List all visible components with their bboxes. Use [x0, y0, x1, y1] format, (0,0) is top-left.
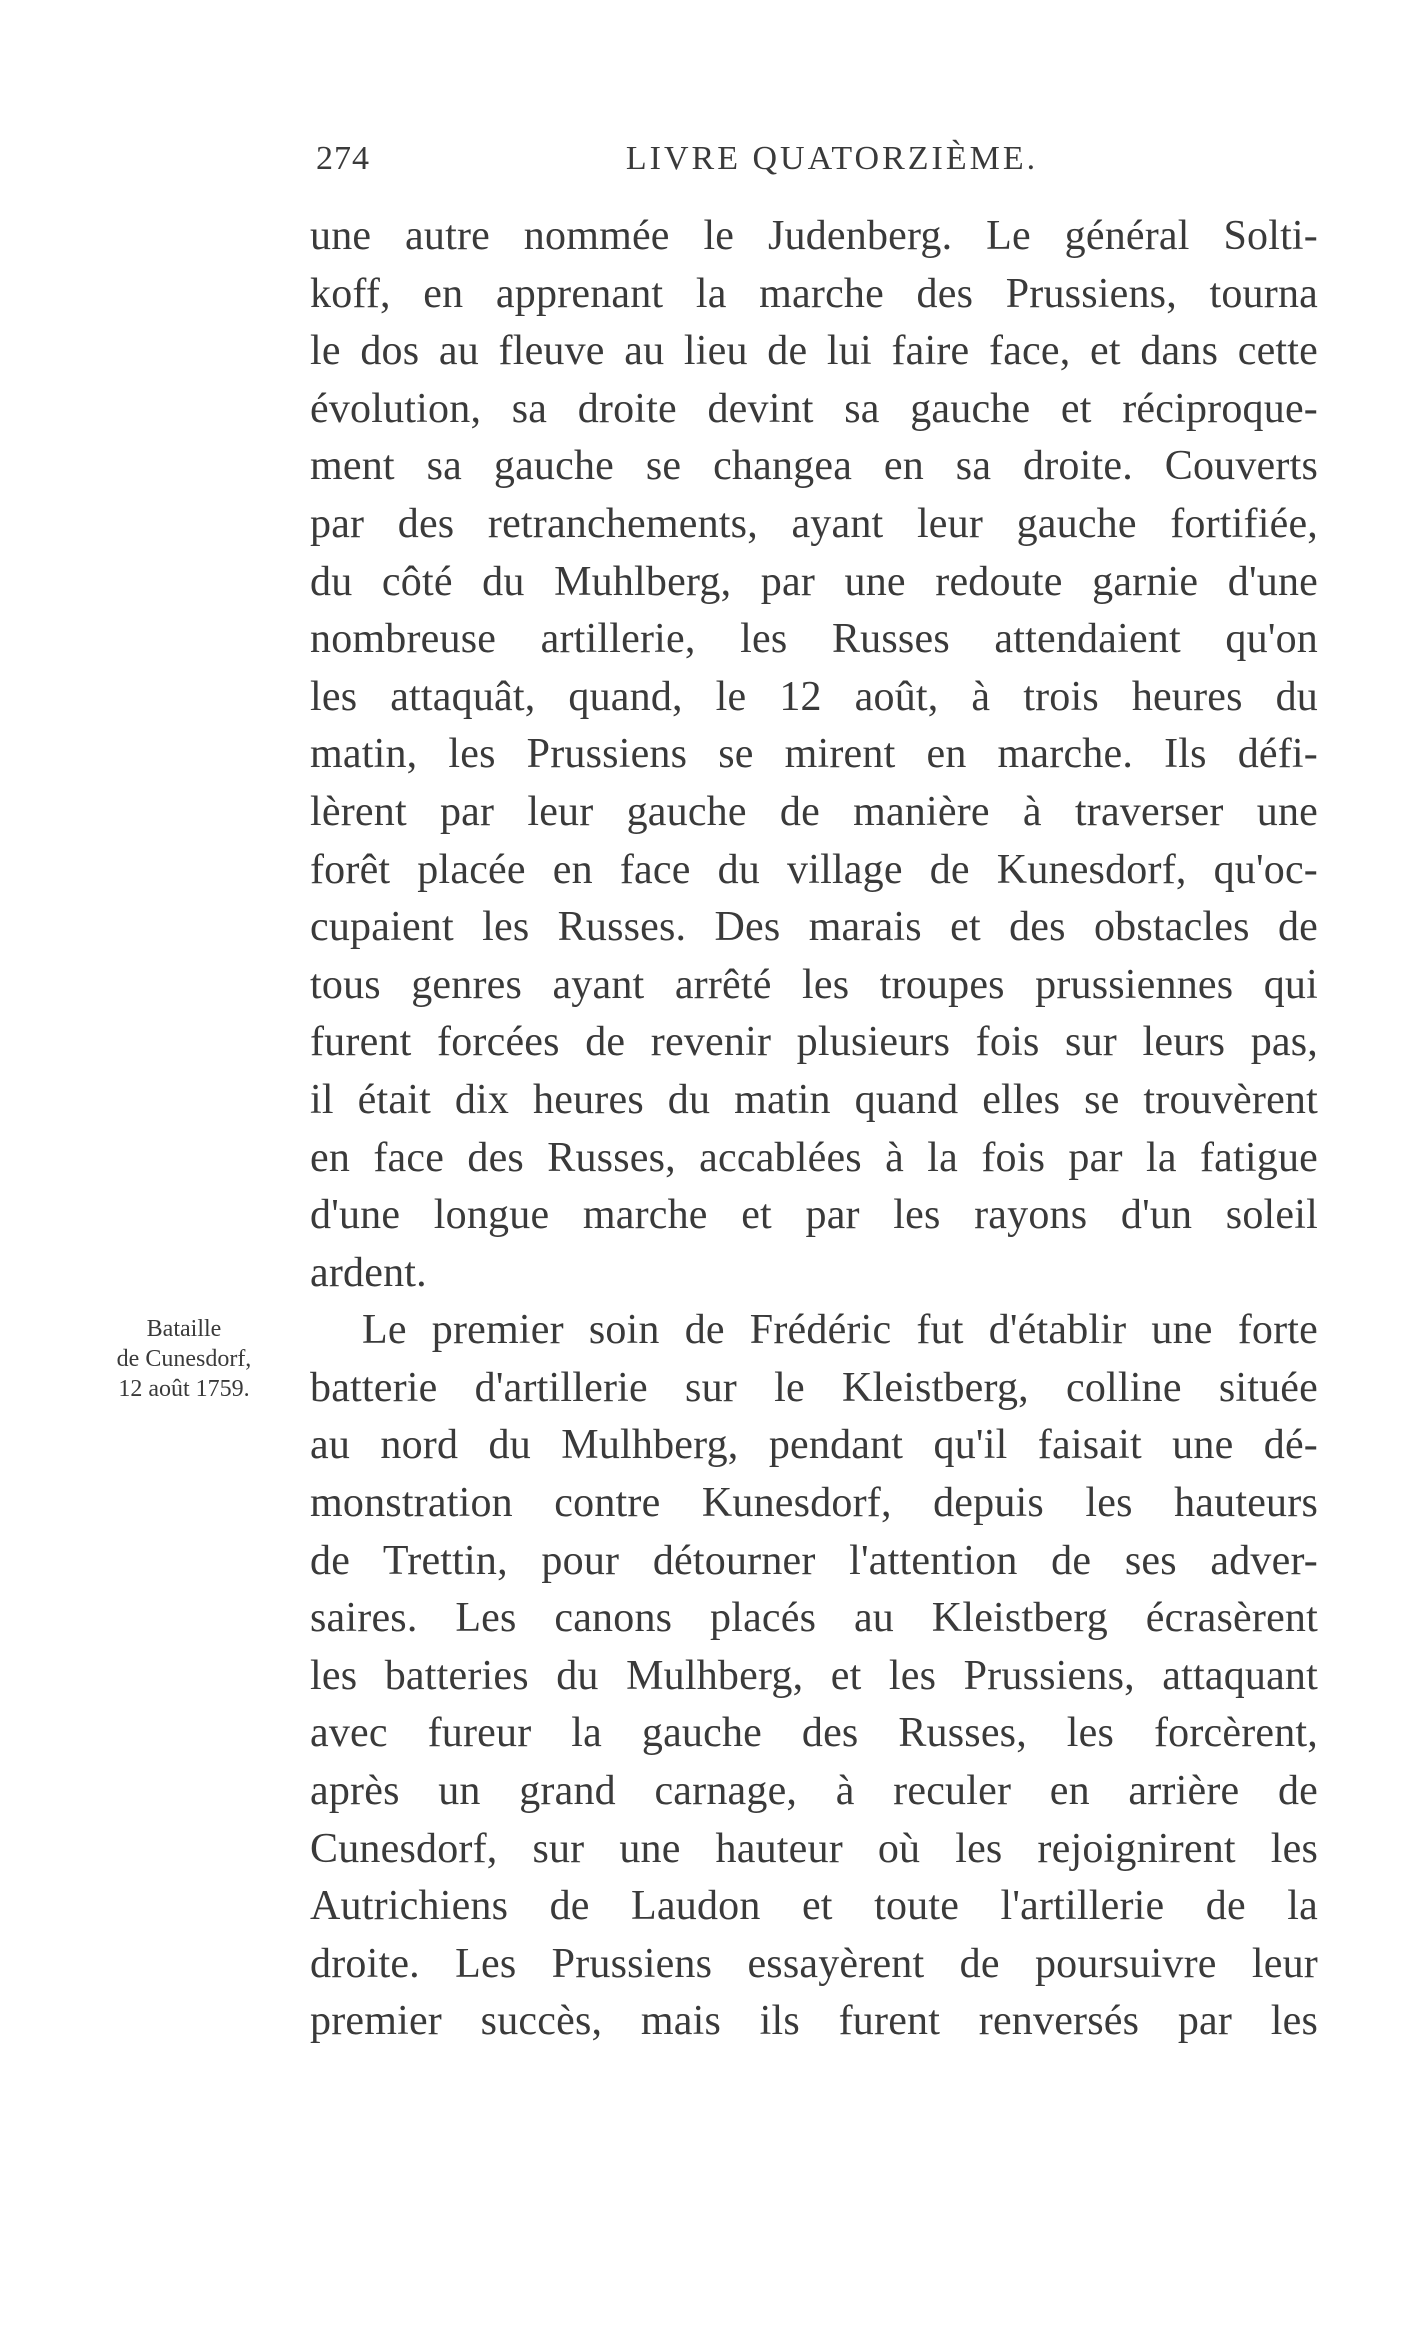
text-line: avec fureur la gauche des Russes, les forcèrent,: [310, 1710, 1318, 1757]
text-line: Le premier soin de Frédéric fut d'établir une forte: [362, 1307, 1318, 1354]
margin-note: [84, 1314, 284, 1404]
page-number: 274: [316, 140, 370, 177]
text-line: matin, les Prussiens se mirent en marche. Ils défi-: [310, 731, 1318, 778]
margin-note-line: Bataille: [146, 1316, 222, 1342]
body-text: [310, 208, 1318, 2051]
text-line: les batteries du Mulhberg, et les Prussiens, attaquant: [310, 1652, 1318, 1699]
text-line: monstration contre Kunesdorf, depuis les hauteurs: [310, 1480, 1318, 1527]
paragraph-2: [310, 1302, 1318, 2051]
text-line: droite. Les Prussiens essayèrent de poursuivre leur: [310, 1940, 1318, 1987]
text-line: évolution, sa droite devint sa gauche et réciproque-: [310, 385, 1318, 432]
text-line: Cunesdorf, sur une hauteur où les rejoignirent les: [310, 1825, 1318, 1872]
text-line: au nord du Mulhberg, pendant qu'il faisait une dé-: [310, 1422, 1318, 1469]
text-line: cupaient les Russes. Des marais et des obstacles de: [310, 904, 1318, 951]
text-line: une autre nommée le Judenberg. Le général Solti-: [310, 213, 1318, 259]
text-line: de Trettin, pour détourner l'attention de ses adver-: [310, 1537, 1318, 1584]
running-title: LIVRE QUATORZIÈME.: [625, 140, 1039, 177]
text-line: après un grand carnage, à reculer en arrière de: [310, 1768, 1318, 1815]
text-line: tous genres ayant arrêté les troupes prussiennes qui: [310, 961, 1318, 1008]
text-line: en face des Russes, accablées à la fois par la fatigue: [310, 1134, 1318, 1181]
paragraph-1: [310, 208, 1318, 1302]
margin-note-line: de Cunesdorf,: [116, 1346, 252, 1372]
text-line: forêt placée en face du village de Kunesdorf, qu'oc-: [310, 846, 1318, 893]
text-line: koff, en apprenant la marche des Prussiens, tourna: [310, 270, 1318, 317]
text-line: ardent.: [310, 1249, 427, 1296]
text-line: nombreuse artillerie, les Russes attendaient qu'on: [310, 616, 1318, 663]
margin-note-line: 12 août 1759.: [118, 1376, 250, 1402]
text-line: le dos au fleuve au lieu de lui faire face, et dans cette: [310, 328, 1318, 375]
text-line: batterie d'artillerie sur le Kleistberg, colline située: [310, 1364, 1318, 1411]
text-line: d'une longue marche et par les rayons d'un soleil: [310, 1192, 1318, 1239]
text-line: premier succès, mais ils furent renversés par les: [310, 1998, 1318, 2045]
text-line: saires. Les canons placés au Kleistberg écrasèrent: [310, 1595, 1318, 1642]
text-line: les attaquât, quand, le 12 août, à trois heures du: [310, 673, 1318, 720]
text-line: Autrichiens de Laudon et toute l'artillerie de la: [310, 1883, 1318, 1930]
text-line: ment sa gauche se changea en sa droite. Couverts: [310, 443, 1318, 490]
text-line: du côté du Muhlberg, par une redoute garnie d'une: [310, 558, 1318, 605]
text-line: furent forcées de revenir plusieurs fois sur leurs pas,: [310, 1019, 1318, 1066]
running-head: [316, 140, 1318, 188]
text-line: par des retranchements, ayant leur gauche fortifiée,: [310, 500, 1318, 547]
text-line: il était dix heures du matin quand elles se trouvèrent: [310, 1076, 1318, 1123]
text-line: lèrent par leur gauche de manière à traverser une: [310, 788, 1318, 835]
